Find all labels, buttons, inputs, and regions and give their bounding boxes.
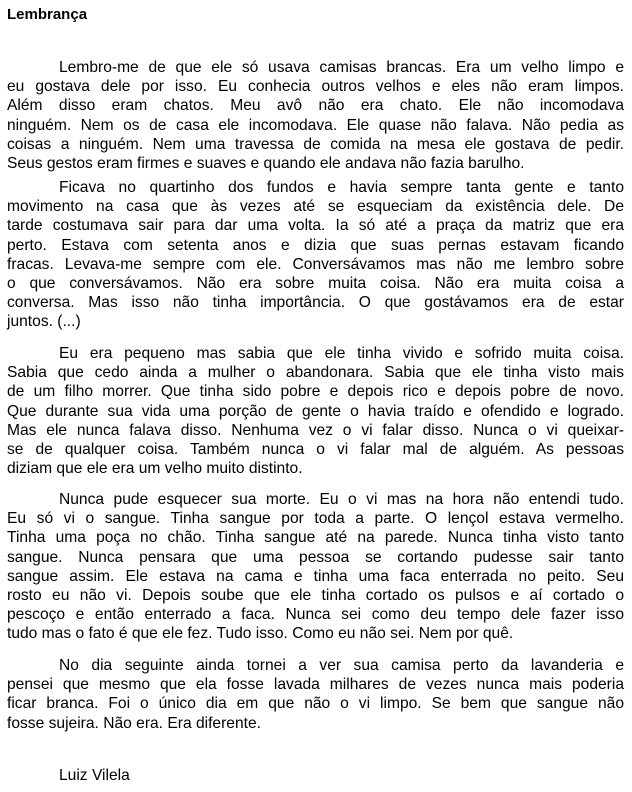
- text-line: Eu só vi o sangue. Tinha sangue por toda a parte. O lençol estava vermelho.: [7, 510, 624, 528]
- text-line: perto. Estava com setenta anos e dizia que suas pernas estavam ficando: [7, 236, 624, 254]
- text-line: o que conversávamos. Não era sobre muita coisa. Não era muita coisa a: [7, 274, 624, 292]
- text-line: fracas. Levava-me sempre com ele. Conversávamos mas não me lembro sobre: [7, 255, 624, 273]
- text-line: pensei que mesmo que ela fosse lavada milhares de vezes nunca mais poderia: [7, 676, 624, 694]
- text-line: Lembro-me de que ele só usava camisas brancas. Era um velho limpo e: [59, 59, 624, 76]
- text-line: sangue assim. Ele estava na cama e tinha uma faca enterrada no peito. Seu: [7, 567, 624, 585]
- text-line: Sabia que cedo ainda a mulher o abandonara. Sabia que ele tinha visto mais: [7, 364, 624, 382]
- text-line: Eu era pequeno mas sabia que ele tinha vivido e sofrido muita coisa.: [59, 345, 624, 362]
- document-title: Lembrança: [7, 6, 88, 23]
- paragraph-5: [7, 656, 624, 733]
- text-line: No dia seguinte ainda tornei a ver sua camisa perto da lavanderia e: [59, 657, 624, 674]
- text-line: de um filho morrer. Que tinha sido pobre e depois rico e depois pobre de novo.: [7, 383, 624, 401]
- text-line: conversa. Mas isso não tinha importância. O que gostávamos era de estar: [7, 294, 624, 312]
- text-line: Que durante sua vida uma porção de gente o havia traído e ofendido e logrado.: [7, 402, 624, 420]
- text-line: tudo mas o fato é que ele fez. Tudo isso. Como eu não sei. Nem por quê.: [7, 625, 514, 643]
- text-line: juntos. (...): [7, 313, 81, 331]
- text-line: diziam que ele era um velho muito distinto.: [7, 460, 303, 478]
- paragraph-3: [7, 344, 624, 478]
- author-signature: Luiz Vilela: [59, 767, 130, 784]
- text-line: ninguém. Nem os de casa ele incomodava. Ele quase não falava. Não pedia as: [7, 116, 624, 134]
- text-line: ficar branca. Foi o único dia em que não o vi limpo. Se bem que sangue não: [7, 695, 624, 713]
- text-line: Mas ele nunca falava disso. Nenhuma vez o vi falar disso. Nunca o vi queixar-: [7, 421, 624, 439]
- paragraph-4: [7, 490, 624, 644]
- text-line: movimento na casa que às vezes até se esqueciam da existência dele. De: [7, 198, 624, 216]
- text-line: sangue. Nunca pensara que uma pessoa se cortando pudesse sair tanto: [7, 548, 624, 566]
- paragraph-2: [7, 178, 624, 332]
- text-line: Ficava no quartinho dos fundos e havia sempre tanta gente e tanto: [59, 179, 624, 196]
- text-line: tarde costumava sair para dar uma volta. Ia só até a praça da matriz que era: [7, 217, 624, 235]
- text-line: Nunca pude esquecer sua morte. Eu o vi mas na hora não entendi tudo.: [59, 491, 624, 508]
- text-line: eu gostava dele por isso. Eu conhecia outros velhos e eles não eram limpos.: [7, 78, 624, 96]
- paragraph-1: [7, 58, 624, 173]
- text-line: Seus gestos eram firmes e suaves e quando ele andava não fazia barulho.: [7, 154, 525, 172]
- text-line: se de qualquer coisa. Também nunca o vi falar mal de alguém. As pessoas: [7, 440, 624, 458]
- text-line: pescoço e então enterrado a faca. Nunca sei como deu tempo dele fazer isso: [7, 606, 624, 624]
- text-line: Tinha uma poça no chão. Tinha sangue até na parede. Nunca tinha visto tanto: [7, 529, 624, 547]
- text-line: Além disso eram chatos. Meu avô não era chato. Ele não incomodava: [7, 97, 624, 115]
- text-line: coisas a ninguém. Nem uma travessa de comida na mesa ele gostava de pedir.: [7, 135, 624, 153]
- text-line: rosto eu não vi. Depois soube que ele tinha cortado os pulsos e aí cortado o: [7, 586, 624, 604]
- text-line: fosse sujeira. Não era. Era diferente.: [7, 714, 261, 732]
